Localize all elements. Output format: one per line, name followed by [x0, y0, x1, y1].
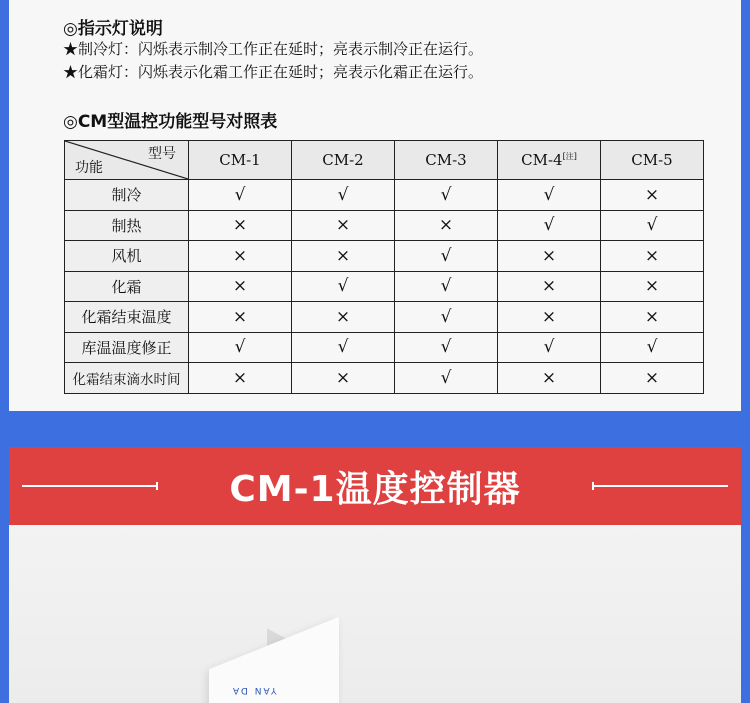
support-mark: × — [232, 306, 248, 327]
table-row — [65, 363, 704, 394]
indicator-line-defrost: ★化霜灯：闪烁表示化霜工作正在延时；亮表示化霜正在运行。 — [63, 63, 484, 81]
banner-decoration-right — [592, 485, 728, 487]
support-mark: √ — [440, 276, 452, 297]
support-mark: √ — [440, 367, 452, 388]
model-header-cm5: CM-5 — [601, 141, 704, 180]
support-mark: × — [232, 367, 248, 388]
table-row — [65, 180, 704, 211]
function-label: 制热 — [65, 210, 189, 241]
support-mark: × — [541, 306, 557, 327]
support-mark: × — [232, 245, 248, 266]
support-mark: × — [232, 215, 248, 236]
table-row — [65, 210, 704, 241]
function-label: 制冷 — [65, 180, 189, 211]
corner-label-model: 型号 — [148, 146, 176, 162]
support-mark: × — [644, 276, 660, 297]
table-title: ◎CM型温控功能型号对照表 — [63, 112, 278, 132]
support-mark: √ — [337, 337, 349, 358]
support-mark: × — [541, 276, 557, 297]
support-mark: × — [232, 276, 248, 297]
support-mark: √ — [440, 337, 452, 358]
section-banner — [9, 447, 741, 525]
support-mark: × — [644, 184, 660, 205]
indicator-line-cooling: ★制冷灯：闪烁表示制冷工作正在延时；亮表示制冷正在运行。 — [63, 40, 484, 58]
model-header-cm4-label: CM-4 — [521, 151, 563, 169]
product-photo — [9, 525, 741, 703]
model-header-cm1: CM-1 — [189, 141, 292, 180]
support-mark: √ — [646, 337, 658, 358]
support-mark: × — [438, 215, 454, 236]
support-mark: √ — [440, 184, 452, 205]
support-mark: √ — [543, 337, 555, 358]
support-mark: × — [644, 367, 660, 388]
banner-title: CM-1温度控制器 — [229, 468, 521, 510]
model-note-mark: [注] — [562, 152, 577, 161]
support-mark: √ — [234, 184, 246, 205]
model-header-cm4 — [498, 141, 601, 180]
table-row — [65, 332, 704, 363]
corner-label-function: 功能 — [75, 160, 103, 176]
table-row — [65, 302, 704, 333]
function-label: 化霜 — [65, 271, 189, 302]
support-mark: × — [335, 306, 351, 327]
model-header-cm3: CM-3 — [395, 141, 498, 180]
product-box-print: YAN DA — [231, 685, 277, 695]
support-mark: √ — [234, 337, 246, 358]
function-label: 化霜结束滴水时间 — [65, 363, 189, 394]
document-panel — [9, 0, 741, 411]
function-label: 库温温度修正 — [65, 332, 189, 363]
blue-spacer — [0, 411, 750, 447]
support-mark: × — [335, 215, 351, 236]
support-mark: √ — [337, 184, 349, 205]
support-mark: × — [644, 245, 660, 266]
model-function-table — [64, 140, 704, 394]
table-corner-cell — [65, 141, 189, 180]
support-mark: √ — [543, 184, 555, 205]
table-row — [65, 241, 704, 272]
function-label: 风机 — [65, 241, 189, 272]
support-mark: √ — [337, 276, 349, 297]
support-mark: × — [335, 245, 351, 266]
function-label: 化霜结束温度 — [65, 302, 189, 333]
support-mark: √ — [440, 306, 452, 327]
support-mark: × — [541, 245, 557, 266]
indicator-title: ◎指示灯说明 — [63, 19, 163, 39]
support-mark: × — [644, 306, 660, 327]
support-mark: √ — [543, 215, 555, 236]
support-mark: × — [541, 367, 557, 388]
table-header-row — [65, 141, 704, 180]
support-mark: × — [335, 367, 351, 388]
table-row — [65, 271, 704, 302]
model-header-cm2: CM-2 — [292, 141, 395, 180]
support-mark: √ — [440, 245, 452, 266]
support-mark: √ — [646, 215, 658, 236]
